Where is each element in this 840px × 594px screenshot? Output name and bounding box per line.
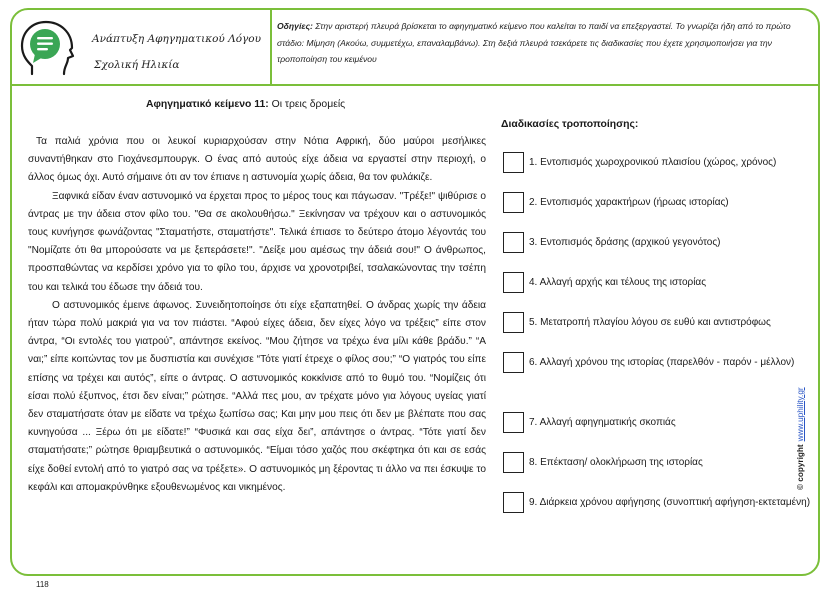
brand-title [92, 26, 261, 78]
copyright-link[interactable]: www.uphility.gr [796, 387, 805, 442]
brand-line-1: Ανάπτυξη Αφηγηματικού Λόγου [92, 33, 262, 45]
procedure-label: 8. Επέκταση/ ολοκλήρωση της ιστορίας [529, 457, 703, 468]
procedure-label: 9. Διάρκεια χρόνου αφήγησης (συνοπτική αφήγηση-εκτεταμένη) [529, 497, 811, 508]
procedure-label: 6. Αλλαγή χρόνου της ιστορίας (παρελθόν - παρόν - μέλλον) [529, 357, 795, 368]
procedure-checkbox[interactable] [503, 352, 524, 373]
brand-line-2: Σχολική Ηλικία [94, 59, 180, 71]
story-title-name: Οι τρεις δρομείς [271, 99, 346, 110]
procedure-checkbox[interactable] [503, 312, 524, 333]
procedure-label: 1. Εντοπισμός χωροχρονικού πλαισίου (χώρος, χρόνος) [529, 157, 777, 168]
story-paragraph-3: Ο αστυνομικός έμεινε άφωνος. Συνειδητοποίησε ότι είχε εξαπατηθεί. Ο άνδρας χωρίς την άδεια ήταν τώρα πολύ μακριά για να τον πιάστει. “Αφού είχες άδεια, δεν είχες λόγο να τρέξεις” είπε στον άντρα, “Οι εντολές του γιατρού”, απάντησε εκείνος. “Μου ζήτησε να τρέχω ένα μίλι κάθε βράδυ.” “Α ναι;” είπε κοιτώντας τον με δυσπιστία και συνέχισε “Τότε γιατί έτρεχε ο φίλος σου;” “Ο γιατρός του είπε επίσης να τρέχει και αυτός”, είπε ο άντρας. Ο αστυνομικός κοκκίνισε από το θυμό του. “Νομίζεις ότι είσαι πολύ έξυπνος, έτσι δεν είναι;” ρώτησε. “Αλλά πες μου, αν τρέχατε μόνο για λόγους υγείας γιατί δεν σταματήσατε όταν με είδατε να τρέχω ξωπίσω σας; Και μην μου πεις ότι δεν με βλέπατε που σας κυνηγούσα ... Ξέρω ότι με είδατε!” “Φυσικά και σας είχα δει”, απάντησε ο άντρας. “Τότε γιατί δεν σταματήσατε;” ρώτησε θριαμβευτικά ο αστυνομικός. “Είμαι τόσο χαζός που σκέφτηκα ότι και σε εσάς είχε δοθεί εντολή από το γιατρό σας να τρέξετε». Ο αστυνομικός μη ξέροντας τι άλλο να πει έσκυψε το κεφάλι και απομακρύνθηκε εξουθενωμένος και νικημένος. [28, 299, 486, 493]
header-bottom-rule [10, 84, 820, 86]
procedure-item [503, 492, 813, 513]
procedure-item [503, 272, 813, 293]
procedure-checkbox[interactable] [503, 192, 524, 213]
head-speech-logo-icon [14, 14, 82, 82]
page-number: 118 [36, 580, 49, 589]
procedure-item [503, 232, 813, 253]
procedure-label: 2. Εντοπισμός χαρακτήρων (ήρωας ιστορίας) [529, 197, 729, 208]
story-paragraph-1: Τα παλιά χρόνια που οι λευκοί κυριαρχούσαν στην Νότια Αφρική, δύο μαύροι μεσήλικες συναντήθηκαν στο Γιοχάνεσμπουργκ. Ο ένας από αυτούς είχε άδεια να εργαστεί στην περιοχή, ο άλλος όμως όχι. Αυτό σήμαινε ότι αν τον έπιανε η αστυνομία χωρίς άδεια, θα τον φυλάκιζε. [28, 136, 486, 184]
instructions-text: Στην αριστερή πλευρά βρίσκεται το αφηγηματικό κείμενο που καλείται το παιδί να επεξεργαστεί. Το γνωρίζει ήδη από το πρώτο στάδιο: Μίμηση (Ακούω, συμμετέχω, επαναλαμβάνω). Στη δεξιά πλευρά τσεκάρετε τις διαδικασίες που έχετε χρησιμοποιήσει για την τροποποίηση του κειμένου [277, 21, 791, 64]
story-text [28, 133, 486, 497]
story-paragraph-2: Ξαφνικά είδαν έναν αστυνομικό να έρχεται προς το μέρος τους και πάγωσαν. "Τρέξε!" ψιθύρισε ο άντρας με την άδεια στον φίλο του. "Θα σε ακολουθήσω." Ξεκίνησαν να τρέχουν και ο αστυνομικός τους κυνήγησε φωνάζοντας "Σταματήστε, σταματήστε". Τελικά έπιασε το δεύτερο άτομο λέγοντάς του "Νομίζατε ότι θα μπορούσατε να με ξεπεράσετε!". "Δείξε μου αμέσως την άδειά σου!" Ο άνθρωπος, προσπαθώντας να κερδίσει χρόνο για το φίλο του, άρχισε να χρονοτριβεί, τσαλακώνοντας την τσέπη του και τελικά του έδωσε την άδειά του. [28, 190, 486, 293]
procedure-label: 5. Μετατροπή πλαγίου λόγου σε ευθύ και αντιστρόφως [529, 317, 771, 328]
procedure-checkbox[interactable] [503, 232, 524, 253]
instructions [277, 18, 813, 68]
header-divider [270, 8, 272, 84]
procedure-checkbox[interactable] [503, 492, 524, 513]
story-title [146, 99, 345, 110]
procedure-item [503, 192, 813, 213]
procedure-item [503, 312, 813, 333]
story-title-label: Αφηγηματικό κείμενο 11: [146, 99, 269, 110]
copyright-notice [796, 387, 805, 490]
procedure-item [503, 412, 813, 433]
instructions-label: Οδηγίες: [277, 21, 313, 31]
procedure-item [503, 452, 813, 473]
procedure-label: 3. Εντοπισμός δράσης (αρχικού γεγονότος) [529, 237, 721, 248]
procedures-title: Διαδικασίες τροποποίησης: [501, 119, 639, 130]
procedure-label: 4. Αλλαγή αρχής και τέλους της ιστορίας [529, 277, 707, 288]
copyright-label: © copyright [796, 444, 805, 490]
procedure-checkbox[interactable] [503, 452, 524, 473]
procedure-checkbox[interactable] [503, 152, 524, 173]
procedure-checkbox[interactable] [503, 272, 524, 293]
procedure-label: 7. Αλλαγή αφηγηματικής σκοπιάς [529, 417, 676, 428]
procedure-item [503, 152, 813, 173]
procedure-checkbox[interactable] [503, 412, 524, 433]
procedure-item [503, 352, 813, 373]
